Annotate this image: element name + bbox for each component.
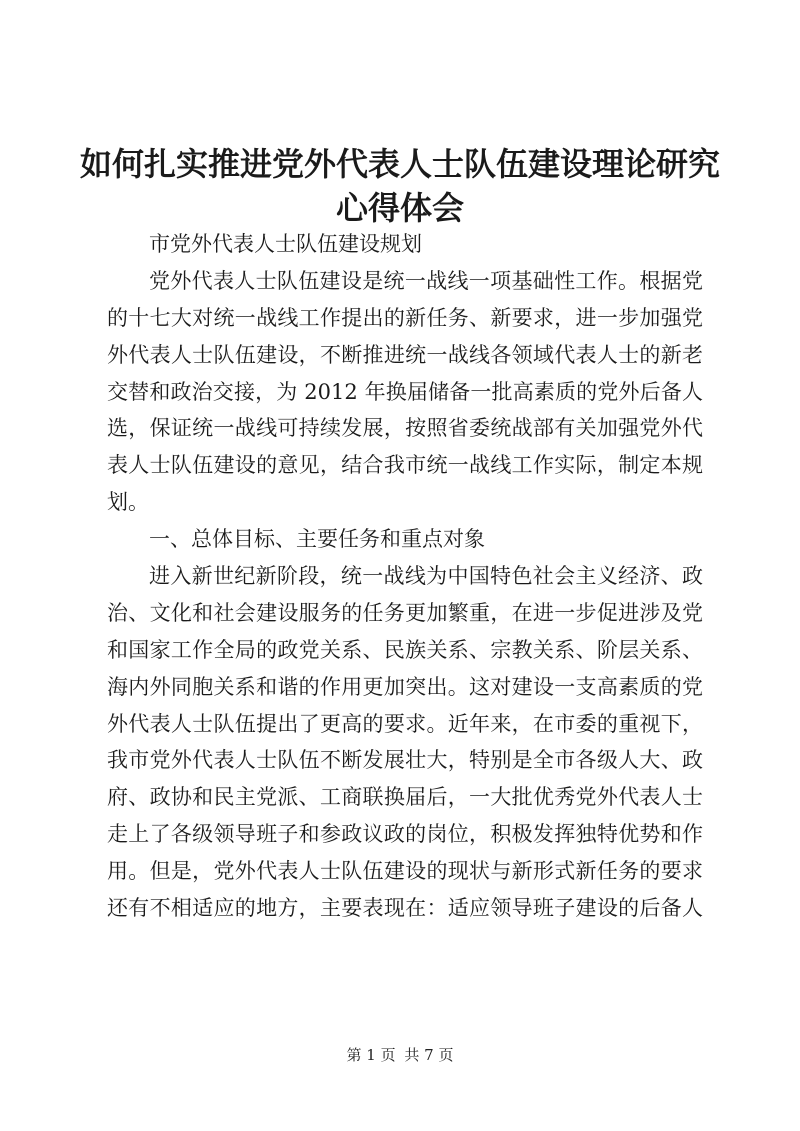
paragraph-line: 和国家工作全局的政党关系、民族关系、宗教关系、阶层关系、	[107, 637, 703, 662]
paragraph-line: 我市党外代表人士队伍不断发展壮大，特别是全市各级人大、政	[107, 748, 703, 773]
page-number: 第 1 页	[346, 1046, 396, 1064]
paragraph-line: 党外代表人士队伍建设是统一战线一项基础性工作。根据党	[149, 268, 703, 293]
paragraph-line: 外代表人士队伍建设，不断推进统一战线各领域代表人士的新老	[107, 342, 703, 367]
page-footer	[0, 1044, 800, 1065]
paragraph-line: 交替和政治交接，为 2012 年换届储备一批高素质的党外后备人	[107, 379, 703, 404]
paragraph-line: 选，保证统一战线可持续发展，按照省委统战部有关加强党外代	[107, 416, 703, 441]
paragraph-line: 还有不相适应的地方，主要表现在：适应领导班子建设的后备人	[107, 896, 703, 921]
paragraph-line: 用。但是，党外代表人士队伍建设的现状与新形式新任务的要求	[107, 859, 703, 884]
subtitle-line: 市党外代表人士队伍建设规划	[149, 232, 422, 256]
paragraph-line: 治、文化和社会建设服务的任务更加繁重，在进一步促进涉及党	[107, 600, 703, 625]
paragraph-line: 外代表人士队伍提出了更高的要求。近年来，在市委的重视下，	[107, 711, 703, 736]
paragraph-line: 海内外同胞关系和谐的作用更加突出。这对建设一支高素质的党	[107, 674, 703, 699]
paragraph-line: 划。	[107, 490, 149, 515]
section-heading: 一、总体目标、主要任务和重点对象	[149, 527, 485, 552]
paragraph-line: 的十七大对统一战线工作提出的新任务、新要求，进一步加强党	[107, 305, 703, 330]
document-title-line-1: 如何扎实推进党外代表人士队伍建设理论研究	[79, 145, 720, 183]
paragraph-line: 府、政协和民主党派、工商联换届后，一大批优秀党外代表人士	[107, 785, 703, 810]
document-title-line-2: 心得体会	[335, 189, 464, 227]
paragraph-line: 走上了各级领导班子和参政议政的岗位，积极发挥独特优势和作	[107, 822, 703, 847]
paragraph-line: 表人士队伍建设的意见，结合我市统一战线工作实际，制定本规	[107, 453, 703, 478]
paragraph-line: 进入新世纪新阶段，统一战线为中国特色社会主义经济、政	[149, 564, 703, 589]
page-total: 共 7 页	[404, 1046, 454, 1064]
document-body	[107, 226, 703, 927]
